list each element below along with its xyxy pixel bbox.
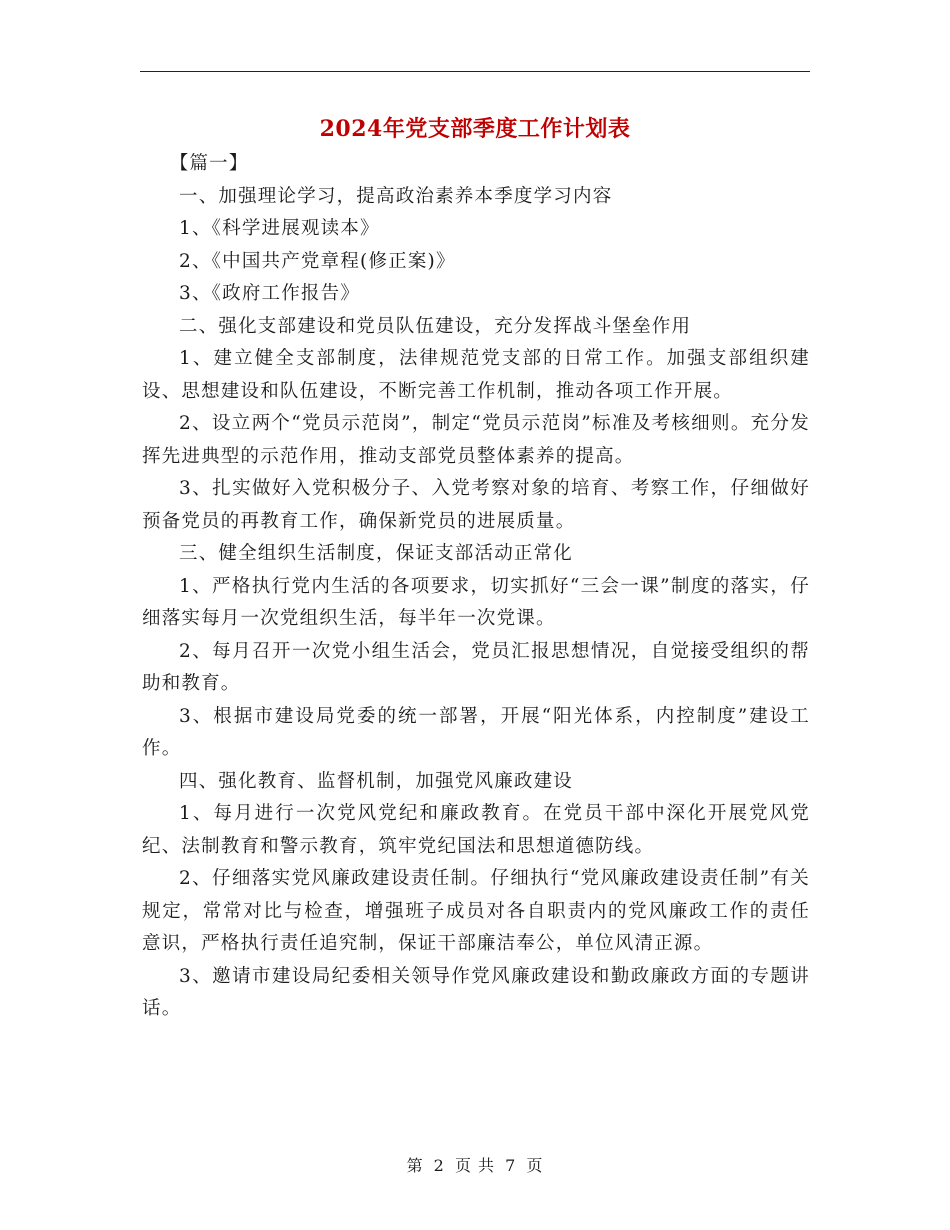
paragraph: 2、每月召开一次党小组生活会，党员汇报思想情况，自觉接受组织的帮助和教育。 — [142, 640, 810, 694]
heading-2: 二、强化支部建设和党员队伍建设，充分发挥战斗堡垒作用 — [179, 315, 692, 337]
heading-4: 四、强化教育、监督机制，加强党风廉政建设 — [179, 770, 574, 792]
paragraph: 2、仔细落实党风廉政建设责任制。仔细执行“党风廉政建设责任制”有关规定，常常对比与检查，增强班子成员对各自职责内的党风廉政工作的责任意识，严格执行责任追究制，保证干部廉洁奉公，单位风清正源。 — [142, 868, 810, 954]
document-body — [142, 148, 810, 1026]
paragraph: 1、每月进行一次党风党纪和廉政教育。在党员干部中深化开展党风党纪、法制教育和警示教育，筑牢党纪国法和思想道德防线。 — [142, 803, 810, 857]
paragraph: 3、邀请市建设局纪委相关领导作党风廉政建设和勤政廉政方面的专题讲话。 — [142, 965, 810, 1019]
heading-1: 一、加强理论学习，提高政治素养本季度学习内容 — [179, 185, 613, 207]
heading-3: 三、健全组织生活制度，保证支部活动正常化 — [179, 543, 574, 564]
list-item: 3、《政府工作报告》 — [179, 283, 361, 304]
header-rule — [140, 71, 810, 72]
paragraph: 1、严格执行党内生活的各项要求，切实抓好“三会一课”制度的落实，仔细落实每月一次党组织生活，每半年一次党课。 — [142, 575, 810, 629]
paragraph: 1、建立健全支部制度，法律规范党支部的日常工作。加强支部组织建设、思想建设和队伍建设，不断完善工作机制，推动各项工作开展。 — [142, 348, 810, 402]
document-title: 2024年党支部季度工作计划表 — [319, 116, 631, 142]
footer-total-pages: 7 — [505, 1156, 517, 1175]
paragraph: 3、根据市建设局党委的统一部署，开展“阳光体系，内控制度”建设工作。 — [142, 705, 810, 759]
paragraph: 2、设立两个“党员示范岗”，制定“党员示范岗”标准及考核细则。充分发挥先进典型的示范作用，推动支部党员整体素养的提高。 — [142, 413, 810, 467]
list-item: 2、《中国共产党章程(修正案)》 — [179, 250, 456, 272]
footer-middle: 页 共 — [454, 1156, 496, 1175]
footer-prefix: 第 — [406, 1156, 424, 1175]
paragraph: 3、扎实做好入党积极分子、入党考察对象的培育、考察工作，仔细做好预备党员的再教育工作，确保新党员的进展质量。 — [142, 478, 810, 532]
footer-suffix: 页 — [526, 1156, 544, 1175]
page-footer — [0, 1153, 950, 1176]
section-label: 【篇一】 — [169, 153, 249, 174]
list-item: 1、《科学进展观读本》 — [179, 218, 380, 239]
footer-page-number: 2 — [433, 1156, 445, 1175]
